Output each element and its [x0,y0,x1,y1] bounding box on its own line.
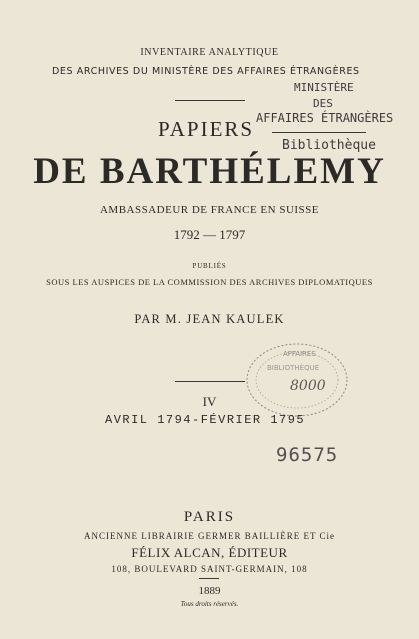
archives-heading: DES ARCHIVES DU MINISTÈRE DES AFFAIRES ÉTRANGÈRES [52,66,360,77]
imprint-rights: Tous droits réservés. [180,600,239,608]
ambassador-line: AMBASSADEUR DE FRANCE EN SUISSE [99,204,320,216]
author: PAR M. JEAN KAULEK [134,312,285,326]
round-stamp-top: AFFAIRES [283,350,316,358]
inventory-number: 96575 [276,444,339,466]
volume-period: AVRIL 1794-FÉVRIER 1795 [105,413,306,427]
published-label: PUBLIÉS [192,262,227,270]
volume-divider [175,381,245,382]
inventory-heading: INVENTAIRE ANALYTIQUE [140,47,279,58]
imprint-city: PARIS [183,509,236,525]
imprint-divider [199,578,219,579]
stamp-rule [272,132,366,133]
imprint-address: 108, BOULEVARD SAINT-GERMAIN, 108 [111,564,308,574]
round-stamp-inner: BIBLIOTHÈQUE [267,364,320,372]
imprint-publisher: FÉLIX ALCAN, ÉDITEUR [131,545,288,560]
stamp-bibliotheque: Bibliothèque [282,138,376,153]
years: 1792 — 1797 [173,227,246,242]
round-stamp-number: 8000 [290,378,326,394]
title-papiers: PAPIERS [158,117,255,141]
title-name: DE BARTHÉLEMY [33,151,386,192]
stamp-ministere: MINISTÈRE [294,81,354,94]
imprint-line1: ANCIENNE LIBRAIRIE GERMER BAILLIÈRE ET Cie [83,531,336,541]
header-divider [175,100,245,101]
auspices-line: SOUS LES AUSPICES DE LA COMMISSION DES ARCHIVES DIPLOMATIQUES [46,277,373,287]
stamp-des: DES [313,97,333,110]
imprint-year: 1889 [198,585,221,597]
stamp-affaires: AFFAIRES ÉTRANGÈRES [256,111,394,125]
volume-number: IV [202,394,217,409]
